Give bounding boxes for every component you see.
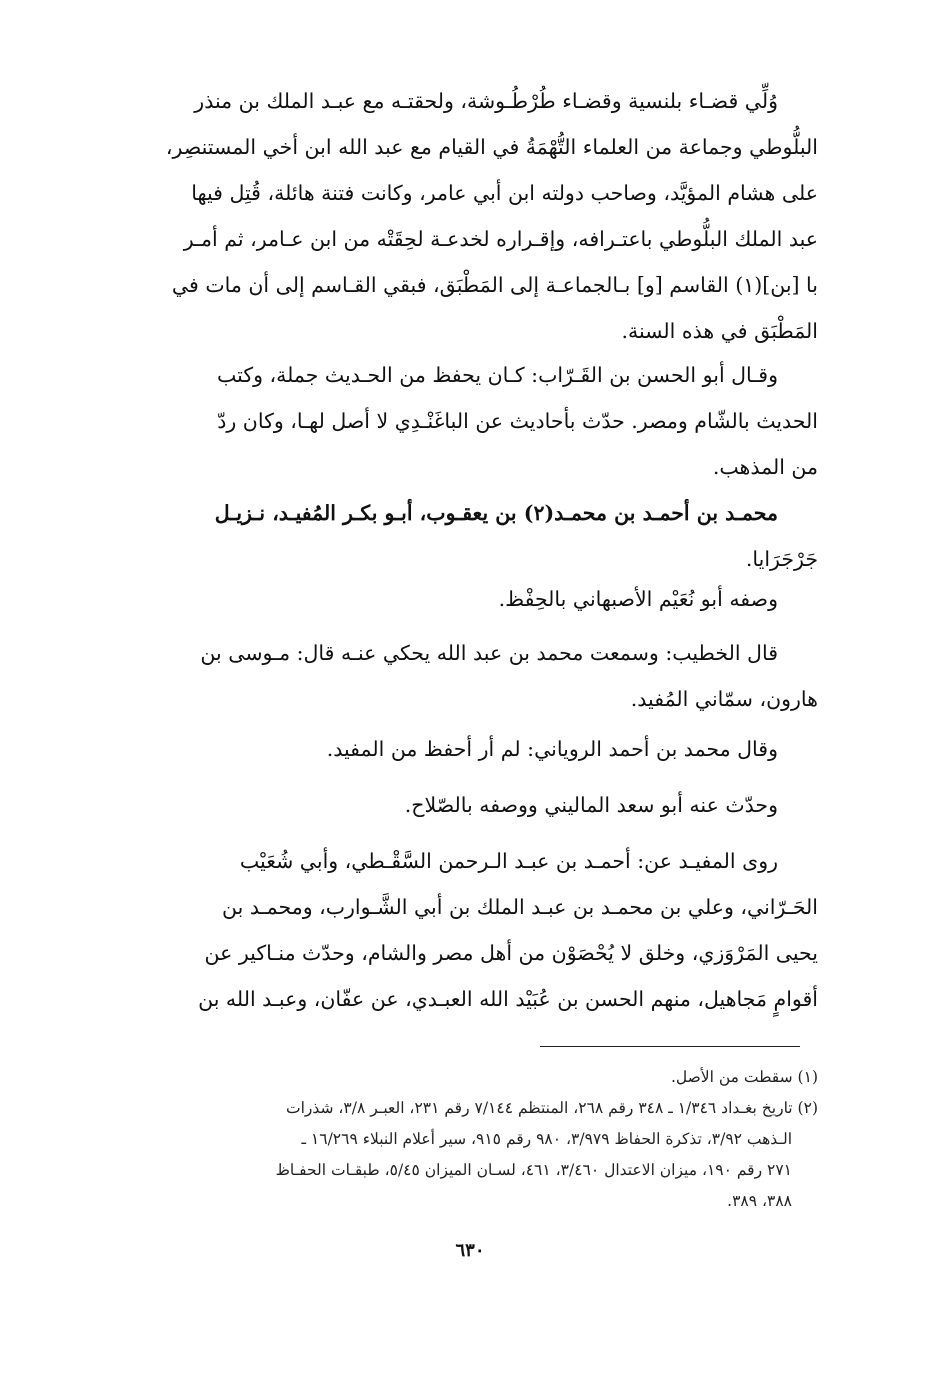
footnote-separator — [540, 1046, 800, 1047]
text-line: أقوامٍ مَجاهيل، منهم الحسن بن عُبَيْد الله العبـدي، عن عفّان، وعبـد الله بن — [198, 987, 818, 1011]
text-line: جَرْجَرَايا. — [745, 547, 818, 571]
text-line: وُلِّي قضـاء بلنسية وقضـاء طُرْطُـوشة، ولحقتـه مع عبـد الملك بن منذر — [194, 89, 778, 113]
text-line: عبد الملك البلُّوطي باعتـرافه، وإقـراره لخدعـة لحِقَتْه من ابن عـامر، ثم أمـر — [183, 227, 818, 251]
footnote-2-continued: الـذهب ٣/٩٢، تذكرة الحفاظ ٣/٩٧٩، ٩٨٠ رقم ٩١٥، سير أعلام النبلاء ١٦/٢٦٩ ـ — [301, 1130, 792, 1148]
footnote-1: (١) سقطت من الأصل. — [670, 1068, 818, 1086]
text-line: وحدّث عنه أبو سعد الماليني ووصفه بالصّلاح. — [404, 793, 778, 817]
footnotes — [100, 1062, 818, 1217]
text-line: الحَـرّاني، وعلي بن محمـد بن عبـد الملك بن أبي الشَّـوارب، ومحمـد بن — [222, 895, 818, 919]
text-line: يحيى المَرْوَزي، وخلق لا يُحْصَوْن من أهل مصر والشام، وحدّث منـاكير عن — [204, 941, 818, 965]
text-line: الحديث بالشّام ومصر. حدّث بأحاديث عن الباغَنْـدِي لا أصل لهـا، وكان ردّ — [217, 409, 818, 433]
paragraph-biography — [100, 78, 818, 354]
text-line: با [بن](١) القاسم [و] بـالجماعـة إلى المَطْبَق، فبقي القـاسم إلى أن مات في — [171, 273, 818, 297]
text-line: من المذهب. — [712, 455, 818, 479]
text-line: هارون، سمّاني المُفيد. — [630, 687, 818, 711]
paragraph-ibn-qarrab — [100, 352, 818, 490]
footnote-2-continued: ٣٨٨، ٣٨٩. — [727, 1192, 792, 1210]
paragraph-ruyani — [100, 726, 818, 772]
paragraph-malini — [100, 782, 818, 828]
paragraph-riwaya — [100, 838, 818, 1022]
text-line: المَطْبَق في هذه السنة. — [621, 319, 818, 343]
text-line: وقـال أبو الحسن بن القَـرّاب: كـان يحفظ من الحـديث جملة، وكتب — [217, 363, 778, 387]
page-number: ٦٣٠ — [455, 1240, 485, 1261]
text-line: وقال محمد بن أحمد الروياني: لم أر أحفظ من المفيد. — [326, 737, 778, 761]
text-line: وصفه أبو نُعَيْم الأصبهاني بالحِفْظ. — [498, 587, 778, 611]
entry-heading — [100, 490, 818, 582]
text-line: البلُّوطي وجماعة من العلماء التُّهْمَةُ في القيام مع عبد الله ابن أخي المستنصِر، — [165, 135, 818, 159]
text-line: على هشام المؤيَّد، وصاحب دولته ابن أبي عامر، وكانت فتنة هائلة، قُتِل فيها — [191, 181, 818, 205]
text-line: قال الخطيب: وسمعت محمد بن عبد الله يحكي عنـه قال: مـوسى بن — [200, 641, 778, 665]
footnote-2: (٢) تاريخ بغـداد ١/٣٤٦ ـ ٣٤٨ رقم ٢٦٨، المنتظم ٧/١٤٤ رقم ٢٣١، العبـر ٣/٨، شذرات — [285, 1099, 818, 1117]
text-line: روى المفيـد عن: أحمـد بن عبـد الـرحمن السَّقْـطي، وأبي شُعَيْب — [239, 849, 778, 873]
paragraph-abu-nuaym — [100, 576, 818, 622]
entry-name-line: محمـد بن أحمـد بن محمـد(٢) بن يعقـوب، أبـو بكـر المُفيـد، نـزيـل — [214, 501, 778, 525]
paragraph-khatib — [100, 630, 818, 722]
footnote-2-continued: ٢٧١ رقم ١٩٠، ميزان الاعتدال ٣/٤٦٠، ٤٦١، لسـان الميزان ٥/٤٥، طبقـات الحفـاظ — [275, 1161, 792, 1179]
